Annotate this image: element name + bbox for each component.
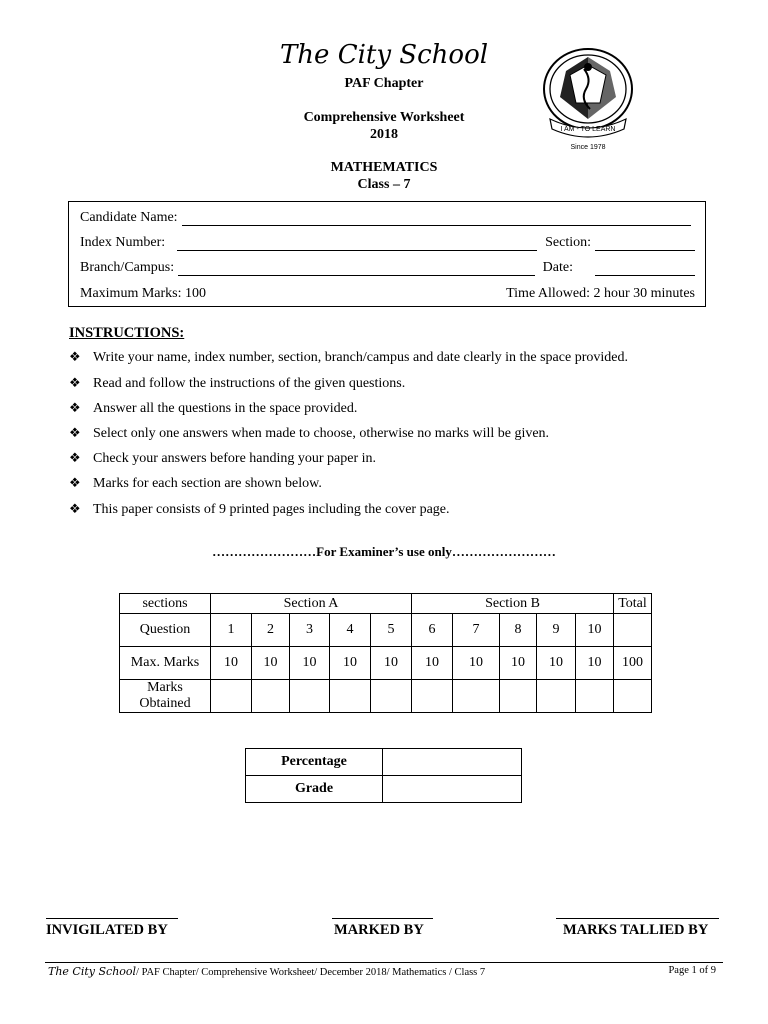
class-label: Class – 7: [357, 177, 411, 192]
question-number: 2: [252, 614, 290, 647]
candidate-name-row: [80, 206, 695, 226]
question-label: Question: [120, 614, 211, 647]
instruction-item: ❖ Select only one answers when made to choose, otherwise no marks will be given.: [69, 425, 550, 441]
footer-info: [48, 965, 485, 978]
total-cell: [614, 614, 652, 647]
marks-obtained-cell[interactable]: [412, 680, 453, 713]
max-marks-value: 10: [412, 647, 453, 680]
marks-obtained-cell[interactable]: [252, 680, 290, 713]
date-field[interactable]: [595, 261, 695, 276]
subject-title: MATHEMATICS: [330, 160, 438, 175]
logo-motto: I AM - TO LEARN: [560, 126, 616, 133]
section-b-header: Section B: [412, 594, 614, 614]
total-header: Total: [614, 594, 652, 614]
grade-table: [245, 748, 522, 803]
max-marks-value: 10: [290, 647, 330, 680]
instruction-item: ❖ Write your name, index number, section, branch/campus and date clearly in the space provided.: [69, 349, 628, 365]
table-row: [246, 749, 522, 776]
max-marks-value: 10: [500, 647, 537, 680]
max-marks-value: 10: [576, 647, 614, 680]
instruction-item: ❖ Check your answers before handing your paper in.: [69, 450, 377, 466]
grade-label: Grade: [246, 776, 383, 803]
bullet-icon: ❖: [69, 349, 81, 364]
worksheet-title: Comprehensive Worksheet: [303, 110, 465, 125]
marks-obtained-cell[interactable]: [576, 680, 614, 713]
max-marks-total: 100: [614, 647, 652, 680]
branch-row: [80, 256, 695, 276]
marks-time-row: [80, 282, 695, 302]
question-number: 8: [500, 614, 537, 647]
bullet-icon: ❖: [69, 425, 81, 440]
marks-obtained-cell[interactable]: [453, 680, 500, 713]
bullet-icon: ❖: [69, 475, 81, 490]
instruction-item: ❖ Read and follow the instructions of the given questions.: [69, 375, 406, 391]
question-number: 4: [330, 614, 371, 647]
marked-by-label: MARKED BY: [334, 922, 424, 938]
max-marks-value: 10: [453, 647, 500, 680]
marks-obtained-cell[interactable]: [330, 680, 371, 713]
school-title: The City School: [279, 40, 489, 70]
instruction-item: ❖ This paper consists of 9 printed pages including the cover page.: [69, 501, 450, 517]
marked-signature-line[interactable]: [332, 918, 433, 919]
question-number: 5: [371, 614, 412, 647]
candidate-info-box: [68, 201, 706, 307]
section-field[interactable]: [595, 236, 695, 251]
school-logo: [540, 45, 636, 155]
section-a-header: Section A: [211, 594, 412, 614]
index-number-field[interactable]: [177, 236, 537, 251]
max-marks-value: 10: [330, 647, 371, 680]
question-number: 1: [211, 614, 252, 647]
marks-obtained-label: Marks Obtained: [120, 680, 211, 713]
marks-tallied-by-label: MARKS TALLIED BY: [563, 922, 709, 938]
instruction-item: ❖ Marks for each section are shown below.: [69, 475, 322, 491]
section-label: Section:: [545, 235, 591, 250]
branch-campus-label: Branch/Campus:: [80, 260, 175, 275]
candidate-name-field[interactable]: [182, 211, 691, 226]
date-label: Date:: [542, 260, 573, 275]
marks-obtained-total[interactable]: [614, 680, 652, 713]
maximum-marks: Maximum Marks: 100: [80, 286, 206, 301]
page-number: Page 1 of 9: [668, 965, 716, 976]
footer-details: / PAF Chapter/ Comprehensive Worksheet/ December 2018/ Mathematics / Class 7: [136, 967, 486, 978]
chapter-title: PAF Chapter: [344, 76, 424, 91]
invigilated-signature-line[interactable]: [46, 918, 178, 919]
max-marks-value: 10: [211, 647, 252, 680]
marks-obtained-cell[interactable]: [371, 680, 412, 713]
invigilated-by-label: INVIGILATED BY: [46, 922, 168, 938]
table-row: [120, 594, 652, 614]
time-allowed: Time Allowed: 2 hour 30 minutes: [506, 286, 695, 301]
max-marks-value: 10: [252, 647, 290, 680]
marks-obtained-cell[interactable]: [290, 680, 330, 713]
table-row: [120, 680, 652, 713]
marks-obtained-cell[interactable]: [537, 680, 576, 713]
grade-field[interactable]: [383, 776, 522, 803]
marks-table: [119, 593, 652, 713]
tallied-signature-line[interactable]: [556, 918, 719, 919]
marks-obtained-cell[interactable]: [211, 680, 252, 713]
percentage-label: Percentage: [246, 749, 383, 776]
marks-obtained-cell[interactable]: [500, 680, 537, 713]
worksheet-year: 2018: [370, 127, 398, 142]
instruction-item: ❖ Answer all the questions in the space provided.: [69, 400, 358, 416]
footer-school: The City School: [48, 965, 137, 978]
logo-since: Since 1978: [570, 144, 606, 151]
bullet-icon: ❖: [69, 375, 81, 390]
table-row: [120, 614, 652, 647]
percentage-field[interactable]: [383, 749, 522, 776]
index-number-label: Index Number:: [80, 235, 166, 250]
table-row: [246, 776, 522, 803]
examiner-use-note: ……………………For Examiner’s use only……………………: [212, 544, 556, 559]
candidate-name-label: Candidate Name:: [80, 210, 178, 225]
question-number: 3: [290, 614, 330, 647]
bullet-icon: ❖: [69, 501, 81, 516]
branch-campus-field[interactable]: [178, 261, 535, 276]
sections-header: sections: [120, 594, 211, 614]
question-number: 10: [576, 614, 614, 647]
max-marks-label: Max. Marks: [120, 647, 211, 680]
question-number: 9: [537, 614, 576, 647]
instructions-heading: INSTRUCTIONS:: [69, 325, 185, 341]
table-row: [120, 647, 652, 680]
bullet-icon: ❖: [69, 400, 81, 415]
max-marks-value: 10: [371, 647, 412, 680]
max-marks-value: 10: [537, 647, 576, 680]
question-number: 7: [453, 614, 500, 647]
footer-divider: [45, 962, 723, 963]
index-row: [80, 231, 695, 251]
page-footer: [48, 965, 716, 978]
bullet-icon: ❖: [69, 450, 81, 465]
question-number: 6: [412, 614, 453, 647]
